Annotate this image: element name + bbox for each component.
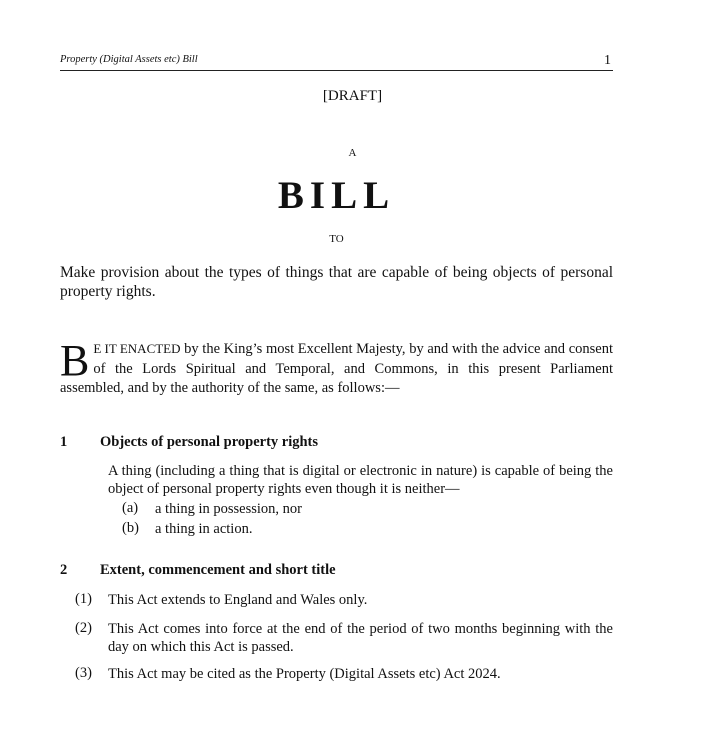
draft-label: [DRAFT] bbox=[322, 88, 383, 104]
article-a: A bbox=[348, 147, 357, 159]
subsection-label: (3) bbox=[75, 665, 92, 681]
paragraph-text: a thing in possession, nor bbox=[155, 501, 303, 517]
running-title: Property (Digital Assets etc) Bill bbox=[60, 54, 198, 65]
section-number: 2 bbox=[60, 562, 68, 578]
section-heading: Objects of personal property rights bbox=[100, 434, 319, 450]
enacting-text: by the King’s most Excellent Majesty, by and with the advice and consent of the Lords Spiritual and Temporal, and Commons, in this present Parliament assembled, and by the authority of the same, as follows:— bbox=[60, 341, 613, 396]
subsection-label: (1) bbox=[75, 591, 92, 607]
subsection-label: (2) bbox=[75, 620, 92, 636]
section-body: A thing (including a thing that is digital or electronic in nature) is capable of being the object of personal property rights even though it is neither— bbox=[108, 463, 613, 497]
long-title: Make provision about the types of things that are capable of being objects of personal property rights. bbox=[60, 264, 613, 300]
section-heading: Extent, commencement and short title bbox=[100, 562, 336, 578]
subsection-text: This Act comes into force at the end of the period of two months beginning with the day on which this Act is passed. bbox=[108, 621, 613, 655]
drop-cap: B bbox=[60, 336, 90, 385]
subsection-text: This Act extends to England and Wales only. bbox=[108, 592, 368, 608]
paragraph-label: (a) bbox=[122, 500, 139, 516]
paragraph-label: (b) bbox=[122, 520, 139, 536]
running-header bbox=[60, 53, 613, 71]
section-number: 1 bbox=[60, 434, 68, 450]
to-label: TO bbox=[329, 233, 344, 245]
paragraph-text: a thing in action. bbox=[155, 521, 253, 537]
page-number: 1 bbox=[604, 53, 611, 68]
enacting-formula bbox=[60, 336, 613, 399]
bill-title: BILL bbox=[277, 174, 396, 217]
subsection-text: This Act may be cited as the Property (Digital Assets etc) Act 2024. bbox=[108, 666, 501, 682]
enacting-smallcaps: E IT ENACTED bbox=[93, 341, 181, 356]
